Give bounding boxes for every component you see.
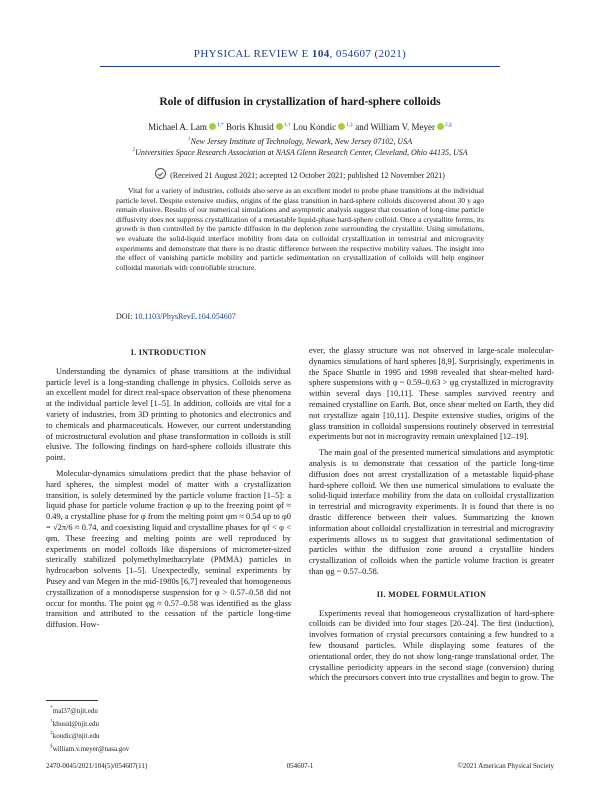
journal-article: , 054607 (2021) [329,48,407,60]
email-link[interactable]: kondic@njit.edu [52,732,100,741]
footer-left: 2470-0045/2021/104(5)/054607(11) [46,762,148,770]
journal-name: PHYSICAL REVIEW E [193,48,309,60]
footer-page-number: 054607-1 [286,762,314,770]
journal-header [0,48,600,60]
affiliation-text: New Jersey Institute of Technology, Newark, New Jersey 07102, USA [190,137,413,146]
section-title: II. MODEL FORMULATION [376,589,487,599]
abstract-text: Vital for a variety of industries, colloids also serve as an excellent model to probe phase transitions at the individual particle level. Despite extensive studies, origins of the glass transition in hard-sphere colloids discovered about 30 y ago remain elusive. Results of our numerical simulations and asymptotic analysis suggest that cessation of long-time particle diffusivity does not suppress crystallization of a metastable liquid-phase hard-sphere colloid. Once a crystallite forms, its growth is then controlled by the particle diffusion in the depletion zone surrounding the crystallite. Using simulations, we evaluate the solid-liquid interface mobility from data on colloidal crystallization in terrestrial and microgravity experiments and demonstrate that there is no drastic difference between the respective mobility values. The insight into the effect of vanishing particle mobility and particle sedimentation on crystallization of colloids will help engineer colloidal materials with controllable structure. [116,186,484,272]
footnote-mark: § [50,742,53,749]
author-name: William V. Meyer [370,122,435,132]
header-rule [100,66,500,67]
doi-label: DOI: [116,312,133,321]
paragraph: Understanding the dynamics of phase transitions at the individual particle level is a long-standing challenge in physics. Colloids serve as an excellent model for direct real-space observation of these phenomena at the individual particle level [1–5]. In addition, colloids are vital for a variety of industries, from 3D printing to photonics and electronics and to chemicals and pharmaceuticals. However, our current understanding of microstructural evolution and phase transformation in colloids is still elusive. The following findings on hard-sphere colloids illustrate this point. [46,366,291,463]
footnote-mark: * [50,705,53,711]
author-marks: 1,‡ [346,122,354,128]
section-title: I. INTRODUCTION [130,348,207,357]
author-name: Michael A. Lam [148,122,207,132]
dates-text: (Received 21 August 2021; accepted 12 October 2021; published 12 November 2021) [170,171,445,180]
publication-dates [0,168,600,180]
paper-title: Role of diffusion in crystallization of hard-sphere colloids [159,96,441,108]
footnote-mark: ‡ [50,730,53,737]
right-column [309,346,554,684]
footnote [50,729,129,742]
email-link[interactable]: william.v.meyer@nasa.gov [52,744,130,753]
check-for-updates-icon[interactable] [155,168,166,179]
author-name: Boris Khusid [226,122,274,132]
footnote [50,742,129,755]
footer-right: ©2021 American Physical Society [457,762,554,770]
paragraph: ever, the glassy structure was not observed in large-scale molecular-dynamics simulations of hard spheres [8,9]. Surprisingly, experiments in the Space Shuttle in 1995 and 1998 revealed that shear-melted hard-sphere suspensions with φ ~ 0.59–0.63 > φg crystallized in microgravity within several days [10,11]. These samples survived reentry and remained crystalline on Earth. But, once shear melted on Earth, they did not crystallize again [10,11]. Despite extensive studies, origins of the glass transition in colloidal suspensions routinely observed in terrestrial experiments but not in microgravity remain unexplained [12–19]. [309,346,554,442]
footnotes [50,704,129,754]
footnote-rule [46,700,98,701]
affiliation-text: Universities Space Research Association at NASA Glenn Research Center, Cleveland, Ohio 44135, USA [135,148,468,157]
author-list: Michael A. Lam $^{1,*}$ Boris Khusid $^{1,\dagger}$ Lou Kondic $^{1,\ddagger}$ and William V. Meyer $^{2,\S}$ [148,122,452,132]
affiliation-number: 2 [132,147,136,153]
orcid-icon[interactable] [437,123,444,130]
doi-line [116,312,236,321]
email-link[interactable]: mal37@njit.edu [52,707,98,715]
author-marks: 2,§ [444,122,452,128]
orcid-icon[interactable] [209,123,216,130]
author-marks: 1,† [283,122,291,128]
left-column [46,348,291,631]
paragraph: Molecular-dynamics simulations predict that the phase behavior of hard spheres, the simplest model of matter with a crystallization transition, is solely determined by the particle volume fraction [1–5]: a liquid phase for particle volume fraction φ up to the freezing point φf ≈ 0.49, a crystalline phase for φ from the melting point φm ≈ 0.54 up to φ0 = √2π/6 ≈ 0.74, and coexisting liquid and crystalline phases for φf < φ < φm. These freezing and melting points are well reproduced by experiments on model colloids like dispersions of micrometer-sized sterically stabilized polymethylmethacrylate (PMMA) particles in hydrocarbon solvents [1–5]. Unexpectedly, seminal experiments by Pusey and van Megen in the mid-1980s [6,7] revealed that homogeneous crystallization of a monodisperse suspension for φ > 0.57–0.58 did not occur for months. The point φg ≈ 0.57–0.58 was identified as the glass transition and attributed to the cessation of the particle long-time diffusion. How- [46,468,291,630]
journal-volume: 104 [311,48,330,60]
affiliation-number: 1 [187,136,191,142]
footnote-mark: † [50,717,53,724]
footnote [50,717,129,730]
orcid-icon[interactable] [276,123,283,130]
footnote [50,704,129,717]
abstract [116,186,484,272]
paragraph: Experiments reveal that homogeneous crystallization of hard-sphere colloids can be divided into four stages [20–24]. The first (induction), involves formation of crystal precursors containing a few hundred to a few thousand particles. While displaying some features of the orientational order, they do not show long-range translational order. The crystalline periodicity appears in the second stage (conversion) during which the precursors convert into true crystallites and begin to grow. The [309,608,554,683]
author-marks: 1,* [216,122,224,128]
author-name: Lou Kondic [292,122,337,132]
orcid-icon[interactable] [338,123,345,130]
doi-link[interactable]: 10.1103/PhysRevE.104.054607 [134,312,236,321]
affiliation [0,136,600,146]
paragraph: The main goal of the presented numerical simulations and asymptotic analysis is to demonstrate that cessation of the particle long-time diffusion does not arrest crystallization of a metastable liquid-phase hard-sphere colloid. We then use numerical simulations to evaluate the solid-liquid interface mobility from the data on colloidal crystallization in terrestrial and microgravity experiments. It is found that there is no drastic difference between their values. Summarizing the known information about colloidal crystallization in terrestrial and microgravity experiments allows us to suggest that gravitational sedimentation of particles within the diffusion zone around a crystallite hinders crystallization of colloids when the particle volume fraction is greater than φg ~ 0.57–0.58. [309,448,554,576]
email-link[interactable]: khusid@njit.edu [52,719,100,728]
affiliation [0,147,600,157]
